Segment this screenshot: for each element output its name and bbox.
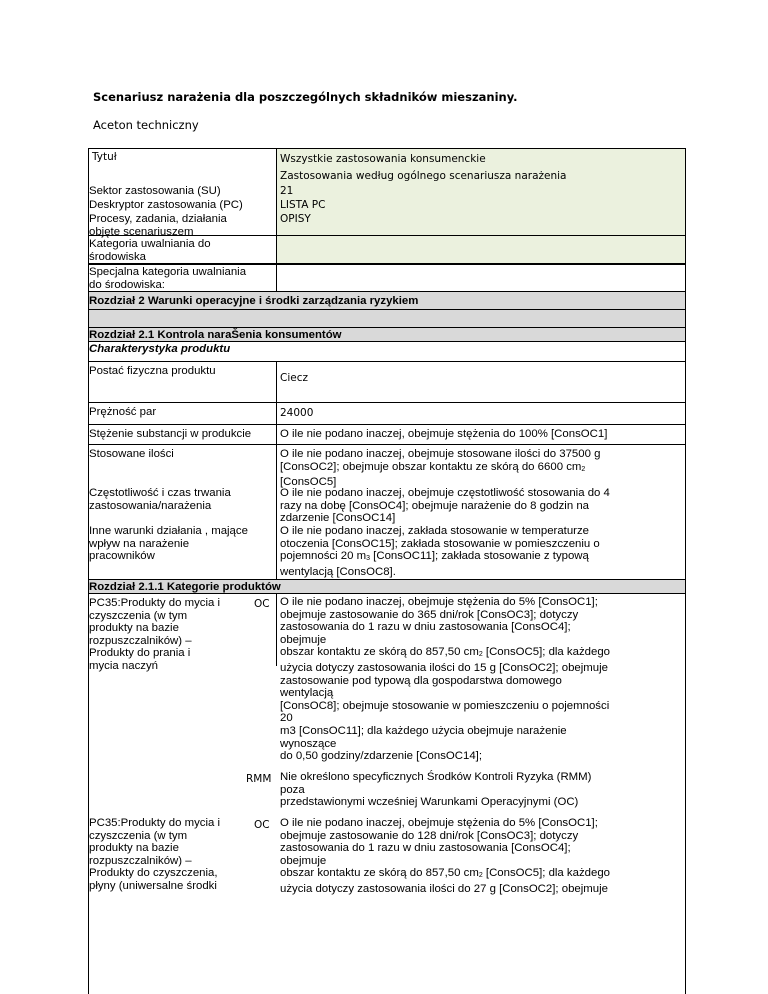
concentration-value: O ile nie podano inaczej, obejmuje stężenia do 100% [ConsOC1] [280,428,608,440]
amounts-value: O ile nie podano inaczej, obejmuje stosowane ilości do 37500 g [ConsOC2]; obejmuje obszar kontaktu ze skórą do 6600 $cm_2$ [ConsOC5] [280,448,601,489]
processes-label: Procesy, zadania, działania objęte scenariuszem [89,213,227,238]
product-characteristics: Charakterystyka produktu [89,343,231,355]
section211-heading: Rozdział 2.1.1 Kategorie produktów [89,581,281,593]
concentration-label: Stężenie substancji w produkcie [89,428,252,440]
category-1-oc-text: O ile nie podano inaczej, obejmuje stężenia do 5% [ConsOC1]; obejmuje zastosowanie do 365 dni/rok [ConsOC3]; dotyczy zastosowania do 1 razu w dniu zastosowania [ConsOC4]; obejmuje obszar kontaktu ze skórą do 857,50 $cm_2$ [ConsOC5]; dla każdego użycia dotyczy zastosowania ilości do 15 g [ConsOC2]; obejmuje zastosowanie pod typową dla gospodarstwa domowego wentylacją [ConsOC8]; obejmuje stosowanie w pomieszczeniu o pojemności 20 m3 [ConsOC11]; dla każdego użycia obejmuje narażenie wynoszące do 0,50 godziny/zdarzenie [ConsOC14]; [280,596,611,763]
line [88,361,686,362]
page-subtitle: Aceton techniczny [93,118,199,132]
frequency-value: O ile nie podano inaczej, obejmuje częstotliwość stosowania do 4 razy na dobę [ConsOC4]; obejmuje narażenie do 8 godzin na zdarzenie [ConsOC14] [280,487,610,525]
line [88,579,686,580]
other-conditions-label: Inne warunki działania , mające wpływ na narażenie pracowników [89,525,248,563]
title-label: Tytuł [92,151,117,163]
top-table-divider [276,148,277,264]
section2-spacer [89,310,685,327]
line [88,291,686,292]
top-table-divider-2 [276,264,277,291]
line [88,424,686,425]
special-release-label: Specjalna kategoria uwalniania do środowiska: [89,266,247,291]
line [88,402,686,403]
other-conditions-value: O ile nie podano inaczej, zakłada stosowanie w temperaturze otoczenia [ConsOC15]; zakłada stosowanie w pomieszczeniu o pojemności 20 $m_3$ [ConsOC11]; zakłada stosowanie z typową wentylacją [ConsOC8]. [280,525,600,578]
vapour-pressure-label: Prężność par [89,406,157,418]
pc-label: Deskryptor zastosowania (PC) [89,199,243,211]
physical-form-label: Postać fizyczna produktu [89,365,216,377]
category-1-rmm-text: Nie określono specyficznych Środków Kontroli Ryzyka (RMM) poza przedstawionymi wcześniej Warunkami Operacyjnymi (OC) [280,771,592,809]
line [276,361,277,666]
line [88,444,686,445]
category-2-label: PC35:Produkty do mycia i czyszczenia (w tym produkty na bazie rozpuszczalników) – Produkty do czyszczenia, płyny (uniwersalne środki [89,817,221,892]
processes-value: OPISY [280,213,311,225]
title-value: Wszystkie zastosowania konsumenckie Zastosowania według ogólnego scenariusza narażenia [280,153,567,182]
physical-form-value: Ciecz [280,372,308,384]
amounts-label: Stosowane ilości [89,448,174,460]
pc-value: LISTA PC [280,199,326,211]
category-2-oc-tag: OC [254,819,270,831]
page-title: Scenariusz narażenia dla poszczególnych składników mieszaniny. [93,90,518,104]
env-release-label: Kategoria uwalniania do środowiska [89,238,211,263]
section2-heading: Rozdział 2 Warunki operacyjne i środki zarządzania ryzykiem [89,295,419,307]
category-2-oc-text: O ile nie podano inaczej, obejmuje stężenia do 5% [ConsOC1]; obejmuje zastosowanie do 128 dni/rok [ConsOC3]; dotyczy zastosowania do 1 razu w dniu zastosowania [ConsOC4]; obejmuje obszar kontaktu ze skórą do 857,50 $cm_2$ [ConsOC5]; dla każdego użycia dotyczy zastosowania ilości do 27 g [ConsOC2]; obejmuje [280,817,611,895]
category-1-label: PC35:Produkty do mycia i czyszczenia (w tym produkty na bazie rozpuszczalników) – Produkty do prania i mycia naczyń [89,597,221,672]
category-1-oc-tag: OC [254,598,270,610]
category-1-rmm-tag: RMM [246,773,272,785]
section21-heading: Rozdział 2.1 Kontrola naraŠenia konsumentów [89,329,342,341]
frequency-label: Częstotliwość i czas trwania zastosowania/narażenia [89,487,231,512]
vapour-pressure-value: 24000 [280,407,314,419]
su-value: 21 [280,185,294,197]
su-label: Sektor zastosowania (SU) [89,185,221,197]
